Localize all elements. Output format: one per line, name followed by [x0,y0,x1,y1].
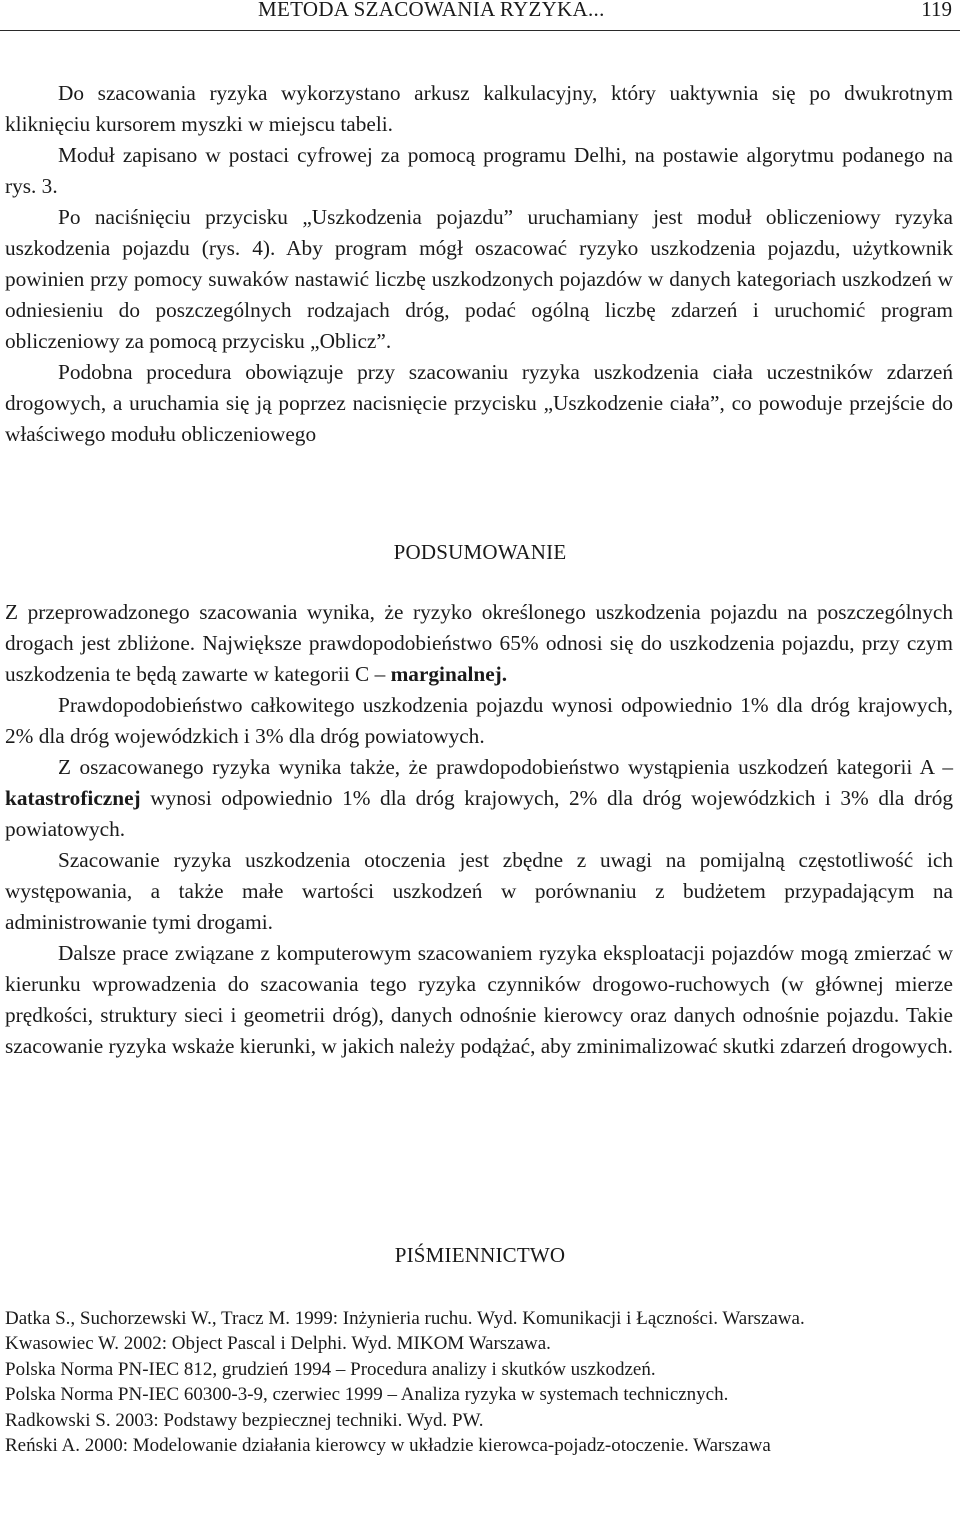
reference-item: Polska Norma PN-IEC 60300-3-9, czerwiec 1999 – Analiza ryzyka w systemach technicznych. [5,1384,729,1406]
references-heading: PIŚMIENNICTWO [394,1243,566,1267]
intro-paragraph-1: Do szacowania ryzyka wykorzystano arkusz kalkulacyjny, który uaktywnia się po dwukrotnym kliknięciu kursorem myszki w miejscu tabeli. [5,81,953,136]
summary-paragraph-1-emphasis: marginalnej. [390,662,508,686]
summary-paragraph-1-text: Z przeprowadzonego szacowania wynika, że ryzyko określonego uszkodzenia pojazdu na poszczególnych drogach jest zbliżone. Największe prawdopodobieństwo 65% odnosi się do uszkodzenia pojazdu, przy czym uszkodzenia te będą zawarte w kategorii C – [5,600,953,686]
summary-paragraph-3-emphasis: katastroficznej [5,786,141,810]
reference-item: Datka S., Suchorzewski W., Tracz M. 1999: Inżynieria ruchu. Wyd. Komunikacji i Łączności. Warszawa. [5,1308,805,1329]
summary-paragraph-5: Dalsze prace związane z komputerowym szacowaniem ryzyka eksploatacji pojazdów mogą zmierzać w kierunku wprowadzenia do szacowania tego ryzyka czynników drogowo-ruchowych (w głównej mierze prędkości, struktury sieci i geometrii dróg), danych odnośnie kierowcy oraz danych odnośnie pojazdu. Takie szacowanie ryzyka wskaże kierunki, w jakich należy podążać, aby zminimalizować skutki zdarzeń drogowych. [5,941,953,1058]
reference-item: Radkowski S. 2003: Podstawy bezpiecznej techniki. Wyd. PW. [5,1409,484,1431]
reference-item: Kwasowiec W. 2002: Object Pascal i Delphi. Wyd. MIKOM Warszawa. [5,1333,551,1355]
intro-paragraph-3: Po naciśnięciu przycisku „Uszkodzenia pojazdu” uruchamiany jest moduł obliczeniowy ryzyka uszkodzenia pojazdu (rys. 4). Aby program mógł oszacować ryzyko uszkodzenia pojazdu, użytkownik powinien przy pomocy suwaków nastawić liczbę uszkodzonych pojazdów w danych kategoriach uszkodzeń w odniesieniu do poszczególnych rodzajach dróg, podać ogólną liczbę zdarzeń i uruchomić program obliczeniowy za pomocą przycisku „Oblicz”. [5,205,953,353]
page-number: 119 [921,0,952,21]
running-title: METODA SZACOWANIA RYZYKA... [258,0,605,21]
summary-heading: PODSUMOWANIE [393,540,567,564]
intro-section [5,78,953,450]
intro-paragraph-2: Moduł zapisano w postaci cyfrowej za pomocą programu Delhi, na postawie algorytmu podanego na rys. 3. [5,143,953,198]
summary-section [5,597,953,1062]
summary-paragraph-3-text: Z oszacowanego ryzyka wynika także, że prawdopodobieństwo wystąpienia uszkodzeń kategorii A – [58,755,953,779]
intro-paragraph-4: Podobna procedura obowiązuje przy szacowaniu ryzyka uszkodzenia ciała uczestników zdarzeń drogowych, a uruchamia się ją poprzez nacisnięcie przycisku „Uszkodzenie ciała”, co powoduje przejście do właściwego modułu obliczeniowego [5,360,953,446]
summary-paragraph-1 [5,597,953,690]
summary-paragraph-3 [5,752,953,845]
reference-item: Polska Norma PN-IEC 812, grudzień 1994 – Procedura analizy i skutków uszkodzeń. [5,1358,656,1380]
reference-item: Reński A. 2000: Modelowanie działania kierowcy w układzie kierowca-pojadz-otoczenie. Warszawa [5,1435,771,1457]
references-list [5,1306,953,1458]
summary-paragraph-2: Prawdopodobieństwo całkowitego uszkodzenia pojazdu wynosi odpowiednio 1% dla dróg krajowych, 2% dla dróg wojewódzkich i 3% dla dróg powiatowych. [5,693,953,748]
summary-paragraph-3-rest: wynosi odpowiednio 1% dla dróg krajowych, 2% dla dróg wojewódzkich i 3% dla dróg powiatowych. [5,786,953,841]
summary-paragraph-4: Szacowanie ryzyka uszkodzenia otoczenia jest zbędne z uwagi na pomijalną częstotliwość ich występowania, a także małe wartości uszkodzeń w porównaniu z budżetem przypadającym na administrowanie tymi drogami. [5,848,953,934]
page-header [0,0,960,31]
